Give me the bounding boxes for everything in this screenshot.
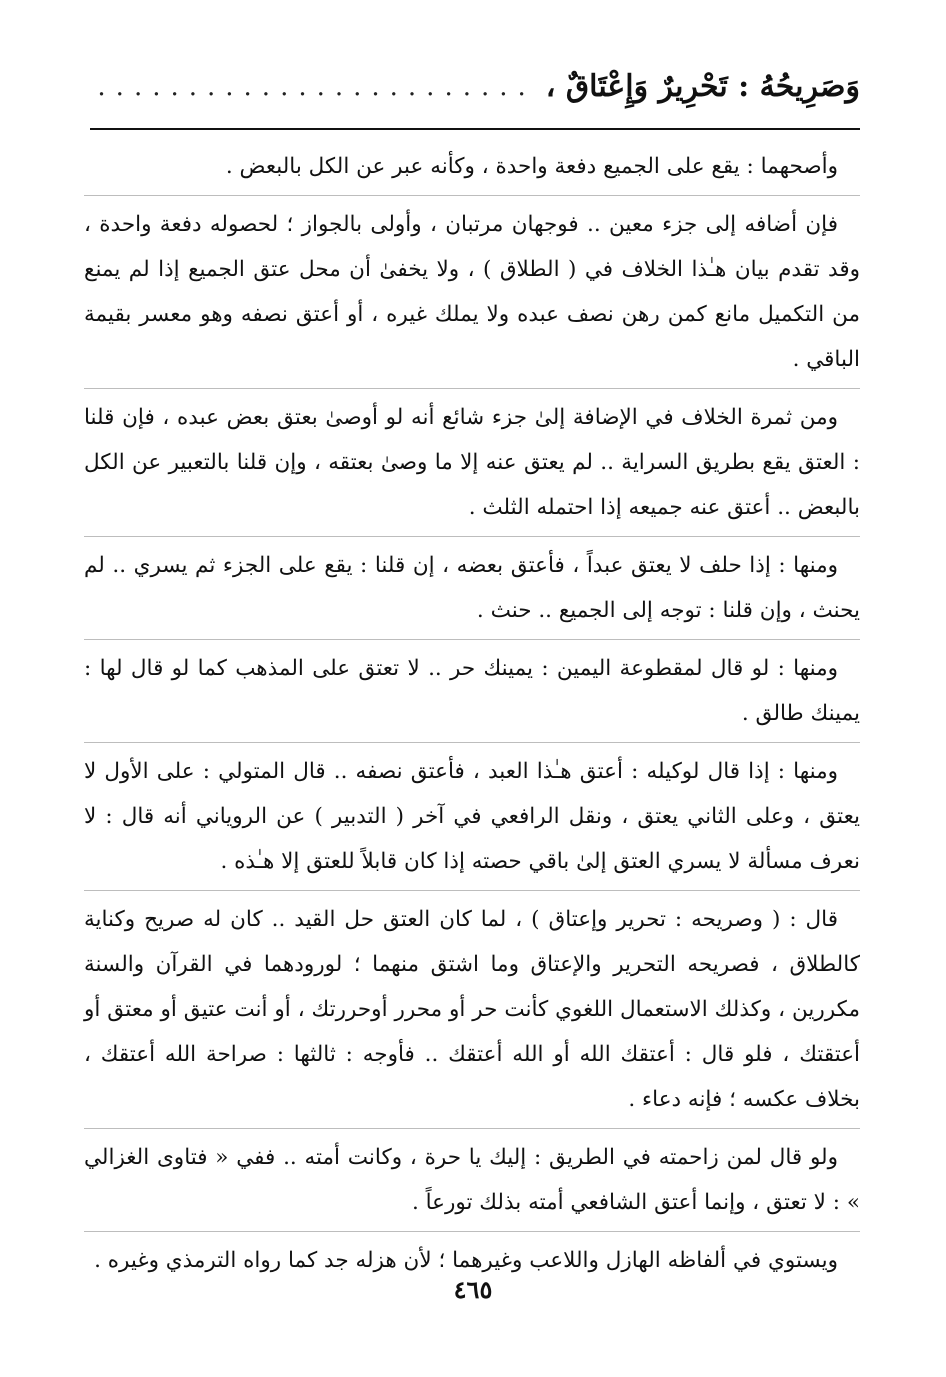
paragraph: قال : ( وصريحه : تحرير وإعتاق ) ، لما كان العتق حل القيد .. كان له صريح وكناية كالطلاق ، فصريحه التحرير والإعتاق وما اشتق منهما ؛ لورودهما في القرآن والسنة مكررين ، وكذلك الاستعمال اللغوي كأنت حر أو محرر أوحررتك ، أو أنت عتيق أو معتق أو أعتقتك ، فلو قال : أعتقك الله أو الله أعتقك .. فأوجه : ثالثها : صراحة الله أعتقك ، بخلاف عكسه ؛ فإنه دعاء . [84, 897, 860, 1129]
page-number: ٤٦٥ [453, 1275, 493, 1304]
paragraph: ولو قال لمن زاحمته في الطريق : إليك يا حرة ، وكانت أمته .. ففي « فتاوى الغزالي » : لا تعتق ، وإنما أعتق الشافعي أمته بذلك تورعاً . [84, 1135, 860, 1232]
paragraph: فإن أضافه إلى جزء معين .. فوجهان مرتبان ، وأولى بالجواز ؛ لحصوله دفعة واحدة ، وقد تقدم بيان هـٰذا الخلاف في ( الطلاق ) ، ولا يخفىٰ أن محل عتق الجميع إذا لم يمنع من التكميل مانع كمن رهن نصف عبده ولا يملك غيره ، أو أعتق نصفه وهو معسر بقيمة الباقي . [84, 202, 860, 389]
page-body [84, 144, 860, 1295]
paragraph: ومنها : لو قال لمقطوعة اليمين : يمينك حر .. لا تعتق على المذهب كما لو قال لها : يمينك طالق . [84, 646, 860, 743]
running-header-dots: ........................ [97, 72, 536, 102]
running-header [84, 62, 860, 112]
paragraph: ويستوي في ألفاظه الهازل واللاعب وغيرهما ؛ لأن هزله جد كما رواه الترمذي وغيره . [94, 1248, 838, 1273]
paragraph: ومن ثمرة الخلاف في الإضافة إلىٰ جزء شائع أنه لو أوصىٰ بعتق بعض عبده ، فإن قلنا : العتق يقع بطريق السراية .. لم يعتق عنه إلا ما وصىٰ بعتقه ، وإن قلنا بالتعبير عن الكل بالبعض .. أعتق عنه جميعه إذا احتمله الثلث . [84, 395, 860, 537]
paragraph: وأصحهما : يقع على الجميع دفعة واحدة ، وكأنه عبر عن الكل بالبعض . [84, 144, 860, 196]
running-header-title: وَصَرِيحُهُ : تَحْرِيرٌ وَإِعْتَاقٌ ، [545, 69, 860, 104]
header-rule [90, 128, 860, 130]
paragraph: ومنها : إذا قال لوكيله : أعتق هـٰذا العبد ، فأعتق نصفه .. قال المتولي : على الأول لا يعتق ، وعلى الثاني يعتق ، ونقل الرافعي في آخر ( التدبير ) عن الروياني أنه قال : لا نعرف مسألة لا يسري العتق إلىٰ باقي حصته إذا كان قابلاً للعتق إلا هـٰذه . [84, 749, 860, 891]
paragraph: ومنها : إذا حلف لا يعتق عبداً ، فأعتق بعضه ، إن قلنا : يقع على الجزء ثم يسري .. لم يحنث ، وإن قلنا : توجه إلى الجميع .. حنث . [84, 543, 860, 640]
